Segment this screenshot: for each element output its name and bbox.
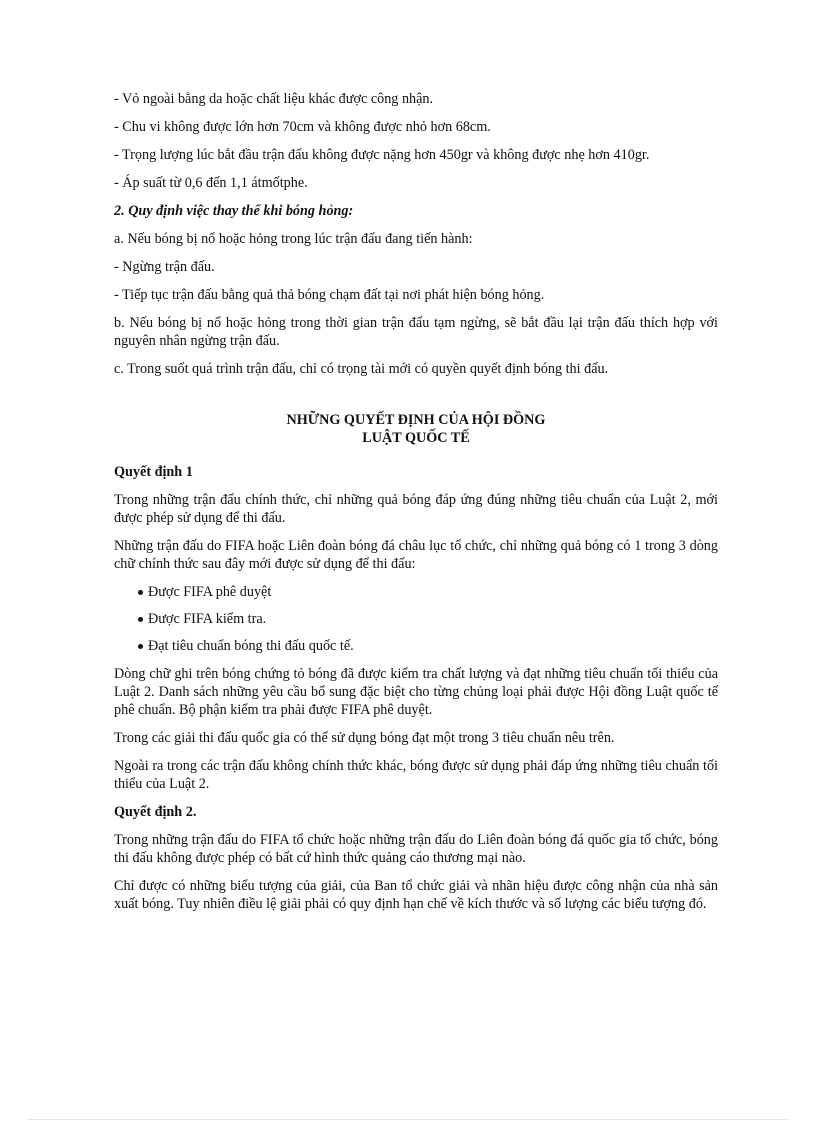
decision-1-paragraph-5: Ngoài ra trong các trận đấu không chính thức khác, bóng được sử dụng phải đáp ứng những tiêu chuẩn tối thiểu của Luật 2.	[114, 758, 718, 792]
list-item	[114, 583, 718, 601]
official-inscriptions-list	[114, 583, 718, 655]
clause-a-item-1: - Ngừng trận đấu.	[114, 259, 215, 275]
page-bottom-divider	[28, 1119, 788, 1120]
list-item	[114, 637, 718, 655]
bullet-icon	[138, 590, 143, 595]
document-body	[114, 90, 718, 923]
bullet-icon	[138, 644, 143, 649]
decisions-title-line-2: LUẬT QUỐC TẾ	[362, 430, 470, 446]
list-item-text: Đạt tiêu chuẩn bóng thi đấu quốc tế.	[148, 638, 354, 654]
decision-1-paragraph-1: Trong những trận đấu chính thức, chỉ những quả bóng đáp ứng đúng những tiêu chuẩn của Luật 2, mới được phép sử dụng để thi đấu.	[114, 492, 718, 526]
decision-2-heading: Quyết định 2.	[114, 804, 197, 820]
ball-pressure-line: - Áp suất từ 0,6 đến 1,1 átmốtphe.	[114, 175, 308, 191]
clause-c: c. Trong suốt quá trình trận đấu, chỉ có trọng tài mới có quyền quyết định bóng thi đấu.	[114, 361, 609, 377]
decisions-title-line-1: NHỮNG QUYẾT ĐỊNH CỦA HỘI ĐỒNG	[286, 412, 546, 428]
decision-1-paragraph-3: Dòng chữ ghi trên bóng chứng tỏ bóng đã được kiểm tra chất lượng và đạt những tiêu chuẩn tối thiểu của Luật 2. Danh sách những yêu cầu bổ sung đặc biệt cho từng chủng loại phải được Hội đồng Luật quốc tế phê chuẩn. Bộ phận kiểm tra phải được FIFA phê duyệt.	[114, 666, 718, 718]
decision-1-heading: Quyết định 1	[114, 464, 193, 480]
clause-a-item-2: - Tiếp tục trận đấu bằng quả thả bóng chạm đất tại nơi phát hiện bóng hỏng.	[114, 287, 545, 303]
section-2-heading: 2. Quy định việc thay thế khi bóng hỏng:	[114, 203, 354, 219]
list-item	[114, 610, 718, 628]
clause-b: b. Nếu bóng bị nổ hoặc hỏng trong thời gian trận đấu tạm ngừng, sẽ bắt đầu lại trận đấu thích hợp với nguyên nhân ngừng trận đấu.	[114, 315, 718, 349]
clause-a: a. Nếu bóng bị nổ hoặc hỏng trong lúc trận đấu đang tiến hành:	[114, 231, 473, 247]
list-item-text: Được FIFA phê duyệt	[148, 584, 272, 600]
list-item-text: Được FIFA kiểm tra.	[148, 611, 267, 627]
bullet-icon	[138, 617, 143, 622]
decision-1-paragraph-2: Những trận đấu do FIFA hoặc Liên đoàn bóng đá châu lục tổ chức, chỉ những quả bóng có 1 trong 3 dòng chữ chính thức sau đây mới được sử dụng để thi đấu:	[114, 538, 718, 572]
decision-1-paragraph-4: Trong các giải thi đấu quốc gia có thể sử dụng bóng đạt một trong 3 tiêu chuẩn nêu trên.	[114, 730, 615, 746]
decisions-title	[114, 411, 718, 447]
ball-circumference-line: - Chu vi không được lớn hơn 70cm và không được nhỏ hơn 68cm.	[114, 119, 491, 135]
ball-material-line: - Vỏ ngoài bằng da hoặc chất liệu khác được công nhận.	[114, 91, 434, 107]
decision-2-paragraph-1: Trong những trận đấu do FIFA tổ chức hoặc những trận đấu do Liên đoàn bóng đá quốc gia tổ chức, bóng thi đấu không được phép có bất cứ hình thức quảng cáo thương mại nào.	[114, 832, 718, 866]
decision-2-paragraph-2: Chỉ được có những biểu tượng của giải, của Ban tổ chức giải và nhãn hiệu được công nhận của nhà sản xuất bóng. Tuy nhiên điều lệ giải phải có quy định hạn chế về kích thước và số lượng các biểu tượng đó.	[114, 878, 718, 912]
ball-weight-line: - Trọng lượng lúc bắt đầu trận đấu không được nặng hơn 450gr và không được nhẹ hơn 410gr.	[114, 147, 650, 163]
